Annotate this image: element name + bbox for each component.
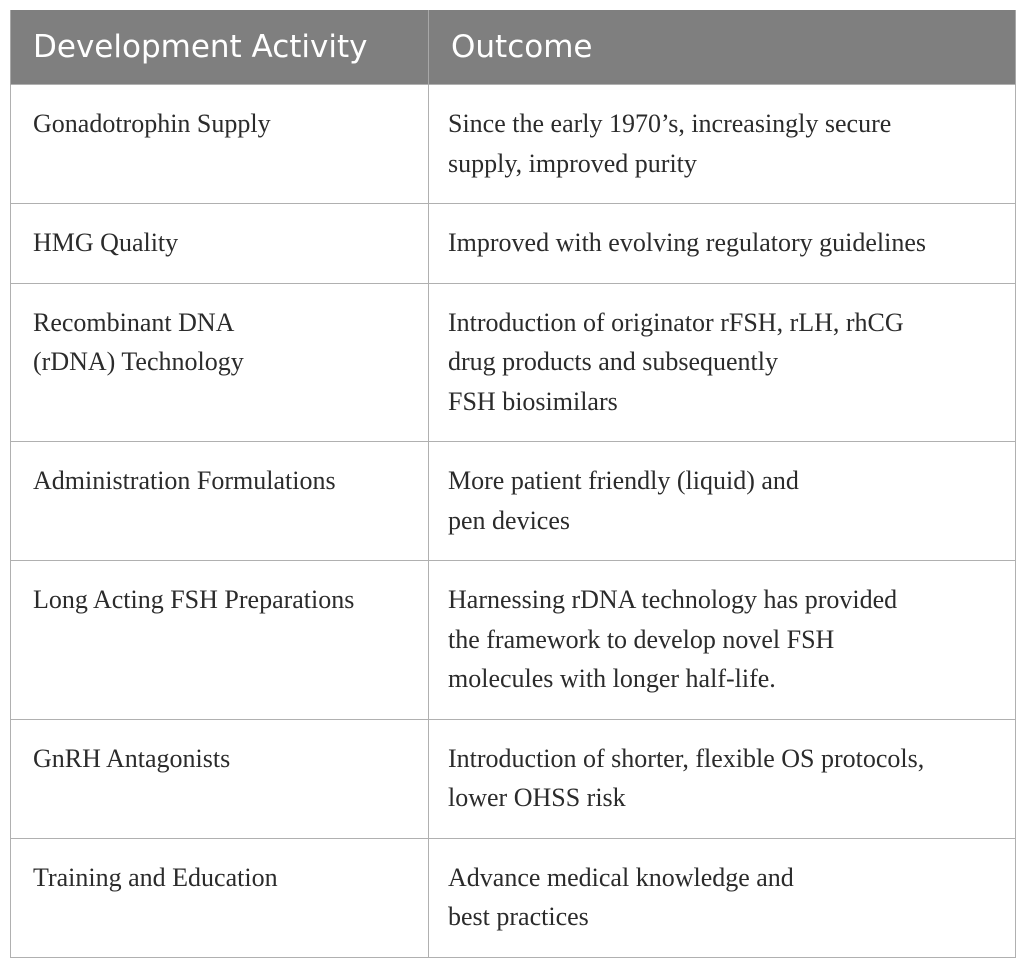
activity-cell: Long Acting FSH Preparations (11, 561, 429, 720)
header-outcome: Outcome (429, 10, 1016, 85)
header-development-activity: Development Activity (11, 10, 429, 85)
activity-cell: GnRH Antagonists (11, 719, 429, 838)
activity-cell: Gonadotrophin Supply (11, 85, 429, 204)
activity-cell: Training and Education (11, 838, 429, 957)
development-outcomes-table (10, 10, 1016, 958)
outcome-cell: Introduction of originator rFSH, rLH, rhCG drug products and subsequently FSH biosimilars (429, 283, 1016, 442)
activity-cell: Administration Formulations (11, 442, 429, 561)
activity-cell: HMG Quality (11, 204, 429, 284)
table-header-row (11, 10, 1016, 85)
table-row (11, 442, 1016, 561)
table-row (11, 561, 1016, 720)
table-row (11, 719, 1016, 838)
outcome-cell: Harnessing rDNA technology has provided the framework to develop novel FSH molecules with longer half-life. (429, 561, 1016, 720)
outcome-cell: Introduction of shorter, flexible OS protocols, lower OHSS risk (429, 719, 1016, 838)
outcome-cell: Improved with evolving regulatory guidelines (429, 204, 1016, 284)
table-row (11, 283, 1016, 442)
outcome-cell: More patient friendly (liquid) and pen devices (429, 442, 1016, 561)
outcome-cell: Since the early 1970’s, increasingly secure supply, improved purity (429, 85, 1016, 204)
table-row (11, 204, 1016, 284)
outcome-cell: Advance medical knowledge and best practices (429, 838, 1016, 957)
activity-cell: Recombinant DNA (rDNA) Technology (11, 283, 429, 442)
table-row (11, 85, 1016, 204)
table-row (11, 838, 1016, 957)
